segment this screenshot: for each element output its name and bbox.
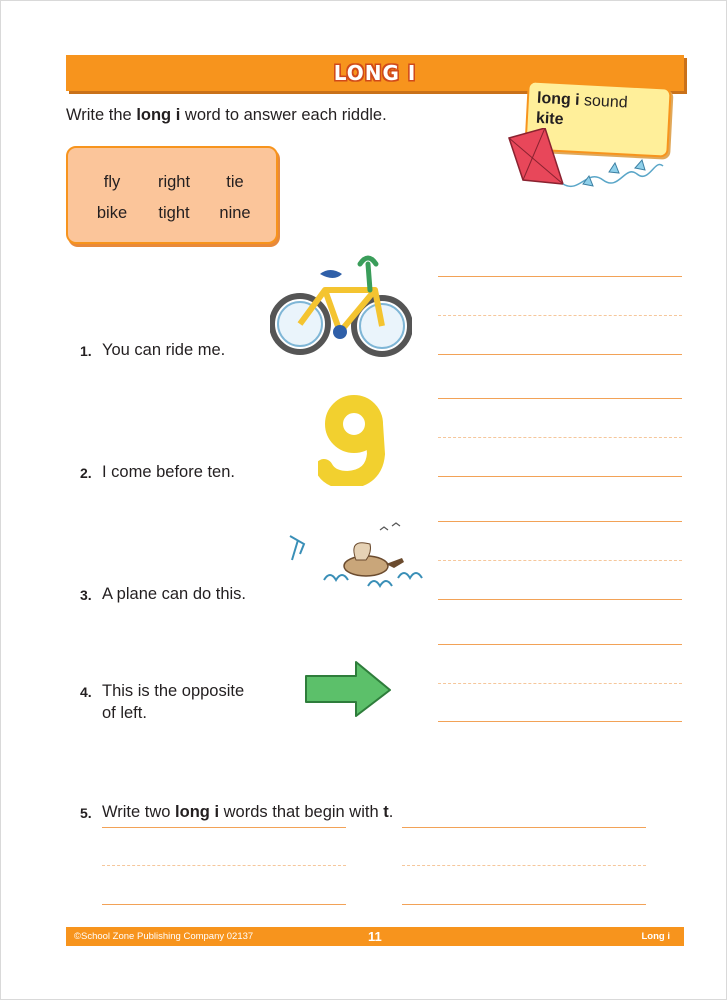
- writing-line-base: [438, 354, 682, 355]
- writing-line-mid: [438, 683, 682, 684]
- riddle-text: You can ride me.: [102, 341, 226, 359]
- question-number: 5.: [80, 805, 92, 821]
- kite-picture: [505, 128, 665, 208]
- riddle-text-line2: of left.: [102, 704, 147, 722]
- writing-line-mid: [102, 865, 346, 866]
- writing-line-top: [102, 827, 346, 828]
- sound-card-rest: sound: [579, 92, 629, 112]
- number-nine-picture: [318, 394, 394, 486]
- writing-line-top: [438, 398, 682, 399]
- riddle-number: 4.: [80, 684, 92, 700]
- page-title: LONG I: [333, 61, 417, 85]
- question-5-middle: words that begin with: [219, 803, 384, 821]
- bicycle-picture: [270, 252, 412, 364]
- riddle-text-line1: This is the opposite: [102, 682, 245, 700]
- instructions-prefix: Write the: [66, 106, 137, 124]
- question-5-prefix: Write two: [102, 803, 176, 821]
- riddle-text: A plane can do this.: [102, 585, 247, 603]
- instructions-suffix: word to answer each riddle.: [180, 106, 387, 124]
- writing-line-base: [438, 599, 682, 600]
- writing-line-top: [438, 276, 682, 277]
- riddle-number: 3.: [80, 587, 92, 603]
- writing-line-top: [438, 644, 682, 645]
- writing-line-top: [402, 827, 646, 828]
- question-5-letter: t: [383, 803, 389, 821]
- question-5-suffix: .: [388, 803, 394, 821]
- right-arrow-picture: [304, 660, 392, 718]
- writing-line-base: [102, 904, 346, 905]
- riddle-text: I come before ten.: [102, 463, 235, 481]
- question-5-bold: long i: [175, 803, 220, 821]
- writing-line-base: [438, 476, 682, 477]
- word-bank-word: bike: [96, 204, 128, 222]
- footer-page-number: 11: [368, 929, 382, 944]
- instructions: [66, 106, 387, 125]
- instructions-bold: long i: [136, 106, 181, 124]
- word-bank-word: fly: [103, 173, 121, 191]
- writing-line-base: [438, 721, 682, 722]
- footer-section: Long i: [641, 931, 670, 942]
- word-bank-word: tie: [226, 173, 244, 191]
- sound-card-example: kite: [535, 109, 564, 129]
- writing-line-mid: [438, 315, 682, 316]
- flying-birds-picture: [284, 520, 426, 604]
- writing-line-mid: [438, 437, 682, 438]
- word-bank-word: right: [157, 173, 191, 191]
- word-bank-word: nine: [219, 204, 251, 222]
- writing-line-base: [402, 904, 646, 905]
- question-5-text: [102, 801, 393, 823]
- writing-line-top: [438, 521, 682, 522]
- writing-line-mid: [402, 865, 646, 866]
- word-bank-word: tight: [158, 204, 190, 222]
- footer-bar: [66, 927, 684, 946]
- word-bank: [66, 146, 278, 244]
- sound-card-bold: long i: [536, 89, 581, 109]
- footer-copyright: ©School Zone Publishing Company 02137: [74, 931, 254, 942]
- writing-line-mid: [438, 560, 682, 561]
- riddle-number: 1.: [80, 343, 92, 359]
- riddle-number: 2.: [80, 465, 92, 481]
